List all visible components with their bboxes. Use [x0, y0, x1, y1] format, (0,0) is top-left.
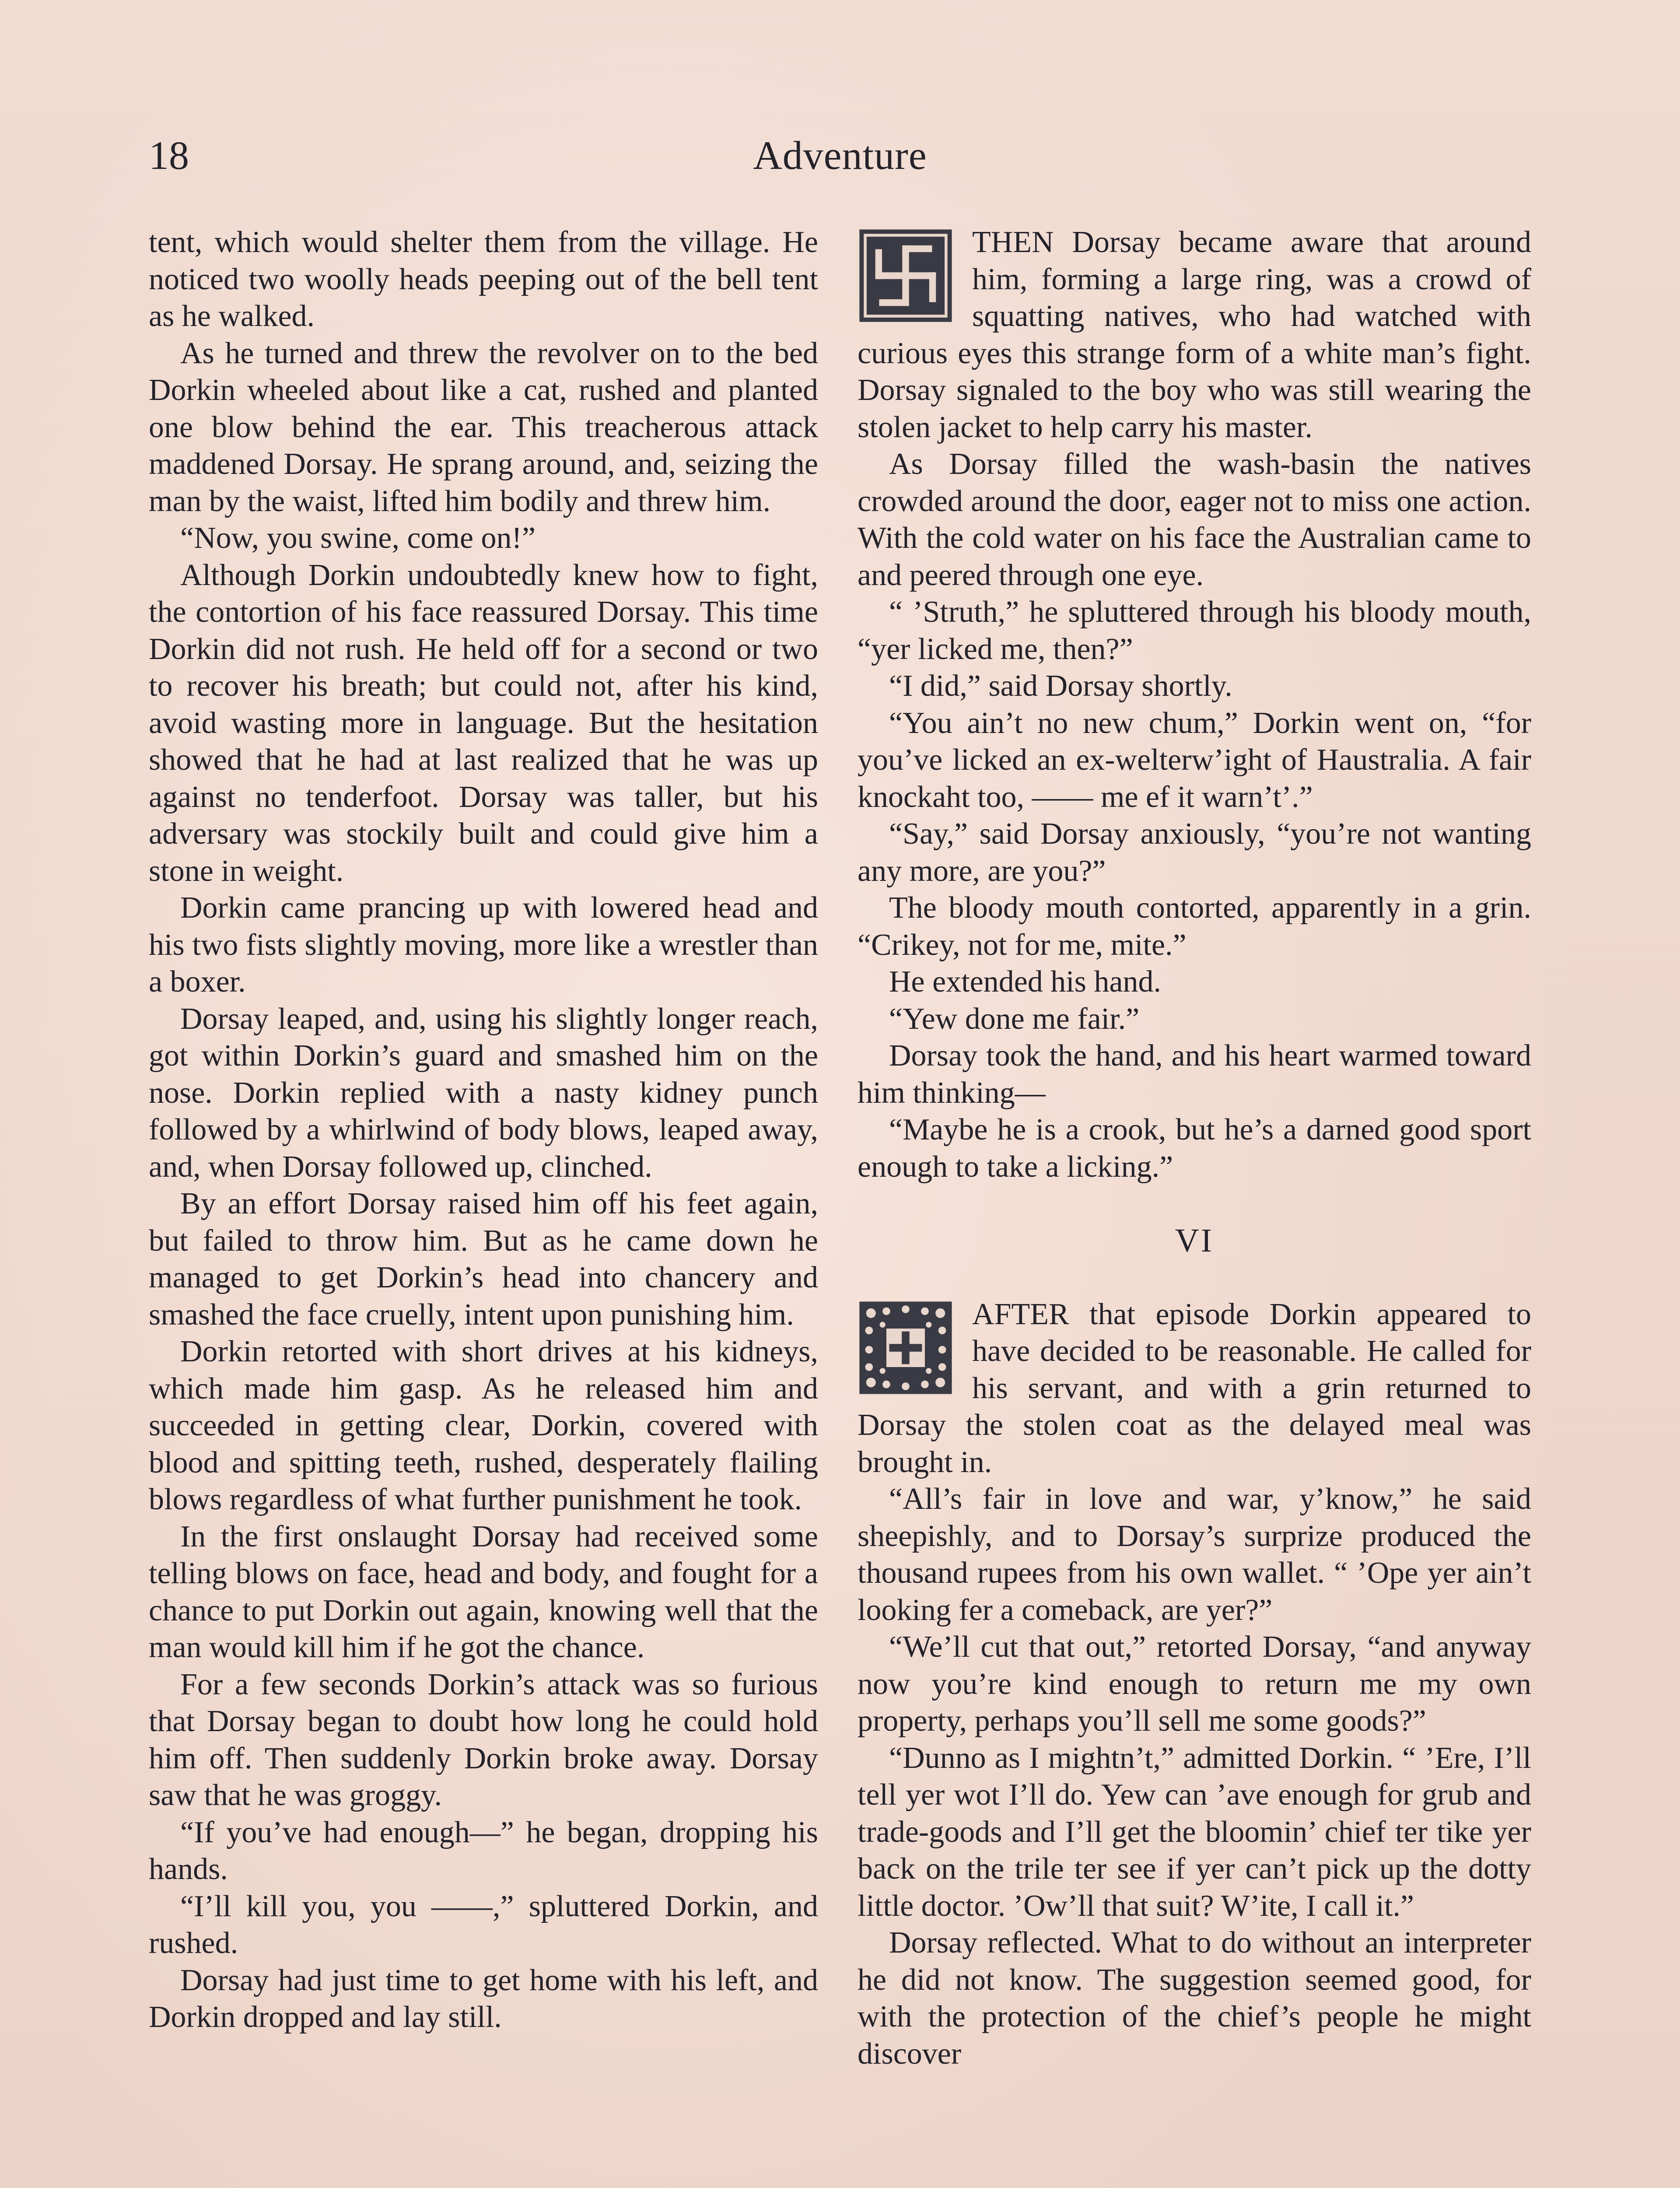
section-heading: VI — [1175, 1222, 1214, 1259]
paragraph: Dorsay leaped, and, using his slightly longer reach, got within Dorkin’s guard and smashed him on the nose. Dorkin replied with a nasty kidney punch followed by a whirlwind of body blows, leaped away, and, when Dorsay followed up, clinched. — [149, 1002, 818, 1184]
paragraph: “We’ll cut that out,” retorted Dorsay, “and anyway now you’re kind enough to return me my own property, perhaps you’ll sell me some goods?” — [858, 1630, 1531, 1738]
paragraph: “Maybe he is a crook, but he’s a darned good sport enough to take a licking.” — [858, 1113, 1531, 1184]
cross-ornament-icon — [858, 1300, 954, 1396]
paragraph: “I did,” said Dorsay shortly. — [889, 669, 1232, 703]
paragraph: “I’ll kill you, you ——,” spluttered Dorkin, and rushed. — [149, 1889, 818, 1960]
paragraph: In the first onslaught Dorsay had received some telling blows on face, head and body, and fought for a chance to put Dorkin out again, knowing well that the man would kill him if he got the chance. — [149, 1519, 818, 1664]
paragraph: THEN Dorsay became aware that around him, forming a large ring, was a crowd of squatting natives, who had watched with curious eyes this strange form of a white man’s fight. Dorsay signaled to the boy who was still wearing the stolen jacket to help carry his master. — [858, 225, 1531, 444]
paragraph: He extended his hand. — [889, 965, 1162, 999]
paragraph: Although Dorkin undoubtedly knew how to fight, the contortion of his face reassured Dorsay. This time Dorkin did not rush. He held off for a second or two to recover his breath; but could not, after his kind, avoid wasting more in language. But the hesitation showed that he had at last realized that he was up against no tenderfoot. Dorsay was taller, but his adversary was stockily built and could give him a stone in weight. — [149, 558, 818, 888]
paragraph: As Dorsay filled the wash-basin the natives crowded around the door, eager not to miss one action. With the cold water on his face the Australian came to and peered through one eye. — [858, 447, 1531, 592]
right-column — [858, 224, 1531, 2072]
paragraph: Dorsay took the hand, and his heart warmed toward him thinking— — [858, 1039, 1531, 1110]
page-header — [149, 127, 1531, 188]
paragraph: AFTER that episode Dorkin appeared to have decided to be reasonable. He called for his servant, and with a grin returned to Dorsay the stolen coat as the delayed meal was brought in. — [858, 1297, 1531, 1479]
paragraph: “Now, you swine, come on!” — [180, 521, 536, 555]
left-column — [149, 224, 818, 2036]
paragraph: Dorkin retorted with short drives at his kidneys, which made him gasp. As he released him and succeeded in getting clear, Dorkin, covered with blood and spitting teeth, rushed, desperately flailing blows regardless of what further punishment he took. — [149, 1335, 818, 1516]
swastika-ornament-icon — [858, 228, 954, 324]
paragraph: “Yew done me fair.” — [889, 1002, 1140, 1036]
paragraph: Dorkin came prancing up with lowered head and his two fists slightly moving, more like a wrestler than a boxer. — [149, 891, 818, 999]
paragraph: As he turned and threw the revolver on to the bed Dorkin wheeled about like a cat, rushed and planted one blow behind the ear. This treacherous attack maddened Dorsay. He sprang around, and, seizing the man by the waist, lifted him bodily and threw him. — [149, 336, 818, 518]
paragraph: “ ’Struth,” he spluttered through his bloody mouth, “yer licked me, then?” — [858, 595, 1531, 666]
paragraph: By an effort Dorsay raised him off his feet again, but failed to throw him. But as he came down he managed to get Dorkin’s head into chancery and smashed the face cruelly, intent upon punishing him. — [149, 1187, 818, 1332]
running-title: Adventure — [753, 133, 927, 178]
paragraph: “If you’ve had enough—” he began, dropping his hands. — [149, 1815, 818, 1886]
paragraph: The bloody mouth contorted, apparently in a grin. “Crikey, not for me, mite.” — [858, 891, 1531, 962]
paragraph: For a few seconds Dorkin’s attack was so furious that Dorsay began to doubt how long he could hold him off. Then suddenly Dorkin broke away. Dorsay saw that he was groggy. — [149, 1667, 818, 1812]
paragraph: “Dunno as I mightn’t,” admitted Dorkin. “ ’Ere, I’ll tell yer wot I’ll do. Yew can ’ave enough for grub and trade-goods and I’ll get the bloomin’ chief ter tike yer back on the trile ter see if yer can’t pick up the dotty little doctor. ’Ow’ll that suit? W’ite, I call it.” — [858, 1741, 1531, 1923]
page-number: 18 — [149, 133, 189, 178]
paragraph: “Say,” said Dorsay anxiously, “you’re not wanting any more, are you?” — [858, 817, 1531, 888]
paragraph: “All’s fair in love and war, y’know,” he said sheepishly, and to Dorsay’s surprize produced the thousand rupees from his own wallet. “ ’Ope yer ain’t looking fer a comeback, are yer?” — [858, 1482, 1531, 1627]
paragraph: Dorsay had just time to get home with his left, and Dorkin dropped and lay still. — [149, 1963, 818, 2034]
paragraph: tent, which would shelter them from the village. He noticed two woolly heads peeping out of the bell tent as he walked. — [149, 225, 818, 333]
paragraph: Dorsay reflected. What to do without an interpreter he did not know. The suggestion seemed good, for with the protection of the chief’s people he might discover — [858, 1926, 1531, 2071]
paragraph: “You ain’t no new chum,” Dorkin went on, “for you’ve licked an ex-welterw’ight of Haustralia. A fair knockaht too, —— me ef it warn’t’.” — [858, 706, 1531, 814]
